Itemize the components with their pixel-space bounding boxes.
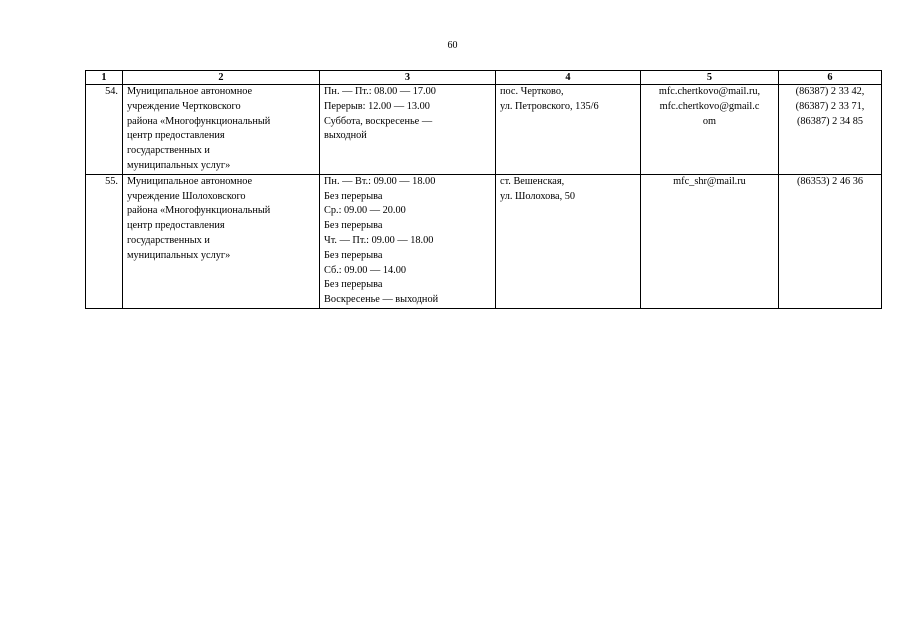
organization-cell [123,85,320,175]
schedule-line: Суббота, воскресенье — [324,115,433,127]
schedule-line: Чт. — Пт.: 09.00 — 18.00 [324,234,434,246]
email-line: mfc.chertkovo@gmail.c [659,100,760,112]
mfc-table [85,70,882,309]
phone-cell [779,85,882,175]
schedule-line: Перерыв: 12.00 — 13.00 [324,100,430,112]
email-line: mfc_shr@mail.ru [673,175,746,187]
address-cell [496,174,641,308]
organization-line: государственных и [127,234,210,246]
organization-line: муниципальных услуг» [127,159,231,171]
column-header-2: 2 [123,71,320,85]
column-header-4: 4 [496,71,641,85]
table-row [86,174,882,308]
page-number: 60 [447,40,458,51]
schedule-line: Без перерыва [324,190,383,202]
schedule-cell [320,85,496,175]
schedule-line: Без перерыва [324,249,383,261]
address-line: ст. Вешенская, [500,175,565,187]
address-line: пос. Чертково, [500,86,564,97]
organization-line: центр предоставления [127,130,225,142]
address-line: ул. Петровского, 135/6 [500,100,599,112]
schedule-line: Пн. — Вт.: 09.00 — 18.00 [324,175,436,187]
organization-line: учреждение Шолоховского [127,190,246,202]
phone-line: (86353) 2 46 36 [796,175,864,187]
table-row [86,85,882,175]
row-number: 55. [86,174,123,308]
organization-line: Муниципальное автономное [127,86,253,97]
schedule-cell [320,174,496,308]
organization-line: района «Многофункциональный [127,205,271,217]
table-header-row [86,71,882,85]
address-line: ул. Шолохова, 50 [500,190,576,202]
email-cell [641,174,779,308]
schedule-line: Воскресенье — выходной [324,294,439,306]
schedule-line: Без перерыва [324,220,383,232]
email-cell [641,85,779,175]
column-header-5: 5 [641,71,779,85]
phone-cell [779,174,882,308]
organization-cell [123,174,320,308]
schedule-line: Без перерыва [324,279,383,291]
column-header-3: 3 [320,71,496,85]
phone-line: (86387) 2 34 85 [796,115,864,127]
row-number: 54. [86,85,123,175]
organization-line: Муниципальное автономное [127,175,253,187]
email-line: om [702,115,717,127]
phone-line: (86387) 2 33 71, [795,100,865,112]
schedule-line: Пн. — Пт.: 08.00 — 17.00 [324,86,436,97]
schedule-line: Сб.: 09.00 — 14.00 [324,264,407,276]
schedule-line: выходной [324,130,367,142]
organization-line: района «Многофункциональный [127,115,271,127]
organization-line: учреждение Чертковского [127,100,241,112]
address-cell [496,85,641,175]
column-header-6: 6 [779,71,882,85]
organization-line: центр предоставления [127,220,225,232]
phone-line: (86387) 2 33 42, [795,86,865,97]
organization-line: государственных и [127,145,210,157]
column-header-1: 1 [86,71,123,85]
organization-line: муниципальных услуг» [127,249,231,261]
schedule-line: Ср.: 09.00 — 20.00 [324,205,406,217]
email-line: mfc.chertkovo@mail.ru, [658,86,761,97]
